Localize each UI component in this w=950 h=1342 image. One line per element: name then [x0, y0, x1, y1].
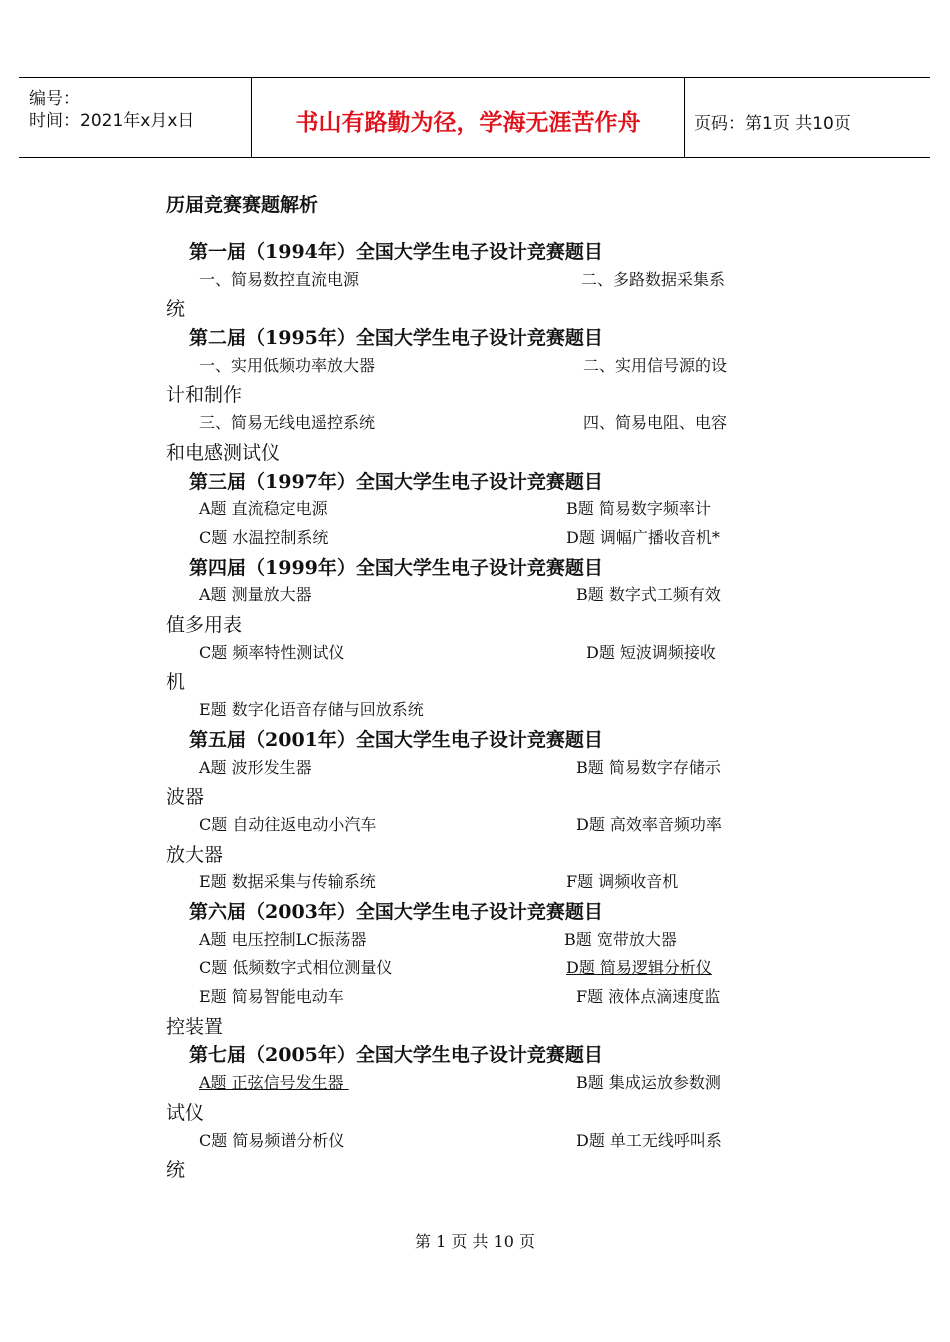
page-footer: 第 1 页 共 10 页 [415, 1232, 535, 1251]
topic-right: B题 宽带放大器 [564, 929, 677, 949]
topic-row [166, 1128, 786, 1157]
topic-left: 三、简易无线电遥控系统 [199, 413, 376, 433]
page-header [19, 77, 930, 158]
topic-continuation: 波器 [166, 786, 205, 809]
topic-right: D题 短波调频接收 [586, 642, 716, 662]
topic-left: A题 测量放大器 [199, 585, 312, 605]
topic-row [166, 582, 786, 611]
topic-row [166, 955, 786, 984]
topic-right: F题 液体点滴速度监 [576, 987, 721, 1007]
topic-left: C题 简易频谱分析仪 [199, 1130, 345, 1150]
topic-left: 一、实用低频功率放大器 [199, 355, 376, 375]
topic-right: D题 高效率音频功率 [576, 814, 722, 834]
topic-right: 四、简易电阻、电容 [583, 413, 728, 433]
topic-continuation: 计和制作 [166, 384, 243, 407]
topic-left: C题 自动往返电动小汽车 [199, 814, 377, 834]
header-left-cell [19, 78, 251, 157]
topic-row [166, 812, 786, 841]
topic-right: B题 数字式工频有效 [576, 585, 721, 605]
topic-right: D题 调幅广播收音机* [566, 527, 720, 547]
topic-left: E题 数据采集与传输系统 [199, 872, 376, 892]
topic-left: A题 直流稳定电源 [199, 499, 328, 519]
section-title: 第二届（1995年）全国大学生电子设计竞赛题目 [189, 327, 603, 350]
section-title: 第五届（2001年）全国大学生电子设计竞赛题目 [189, 728, 603, 751]
topic-right: D题 单工无线呼叫系 [576, 1130, 722, 1150]
topic-row [166, 927, 786, 956]
topic-continuation: 控装置 [166, 1015, 224, 1038]
topic-right: B题 简易数字存储示 [576, 757, 721, 777]
topic-row [166, 869, 786, 898]
topic-continuation: 值多用表 [166, 614, 243, 637]
topic-row [166, 640, 786, 669]
topic-right-underlined: D题 简易逻辑分析仪 [566, 958, 712, 978]
document-title: 历届竞赛赛题解析 [166, 194, 319, 216]
topic-row [166, 984, 786, 1013]
topic-left: 一、简易数控直流电源 [199, 269, 360, 289]
topic-right: F题 调频收音机 [566, 872, 679, 892]
topic-row [166, 525, 786, 554]
document-body [166, 190, 786, 1185]
motto: 书山有路勤为径，学海无涯苦作舟 [295, 110, 641, 136]
topic-continuation: 统 [166, 1159, 186, 1182]
topic-right: B题 简易数字频率计 [566, 499, 711, 519]
topic-row [166, 1070, 786, 1099]
section-title: 第一届（1994年）全国大学生电子设计竞赛题目 [189, 241, 603, 263]
number-label: 编号： [29, 89, 80, 109]
topic-right: 二、多路数据采集系 [581, 269, 726, 289]
topic-continuation: 和电感测试仪 [166, 441, 281, 464]
topic-right: B题 集成运放参数测 [576, 1073, 721, 1093]
topic-continuation: 机 [166, 671, 186, 694]
section-title: 第六届（2003年）全国大学生电子设计竞赛题目 [189, 901, 603, 923]
topic-right: 二、实用信号源的设 [583, 355, 728, 375]
topic-left: E题 简易智能电动车 [199, 987, 344, 1007]
header-motto-cell [251, 78, 685, 157]
topic-left: C题 频率特性测试仪 [199, 642, 345, 662]
topic-row [166, 697, 786, 726]
topic-left: C题 水温控制系统 [199, 527, 329, 547]
page-info: 页码：第1页 共10页 [694, 114, 851, 134]
topic-continuation: 试仪 [166, 1101, 205, 1124]
topic-row [166, 410, 786, 439]
topic-left: A题 波形发生器 [199, 757, 312, 777]
section-title: 第七届（2005年）全国大学生电子设计竞赛题目 [189, 1044, 603, 1067]
topic-left-underlined: A题 正弦信号发生器 [199, 1073, 349, 1093]
section-title: 第四届（1999年）全国大学生电子设计竞赛题目 [189, 556, 603, 579]
topic-left: A题 电压控制LC振荡器 [199, 929, 367, 949]
topic-left: C题 低频数字式相位测量仪 [199, 958, 393, 978]
topic-row [166, 755, 786, 784]
section-title: 第三届（1997年）全国大学生电子设计竞赛题目 [189, 470, 603, 493]
topic-row [166, 496, 786, 525]
topic-continuation: 放大器 [166, 843, 224, 866]
topic-continuation: 统 [166, 298, 186, 321]
time-label: 时间：2021年x月x日 [29, 111, 195, 131]
topic-row [166, 353, 786, 382]
header-right-cell [684, 78, 930, 157]
topic-row [166, 267, 786, 296]
topic-left: E题 数字化语音存储与回放系统 [199, 700, 424, 720]
